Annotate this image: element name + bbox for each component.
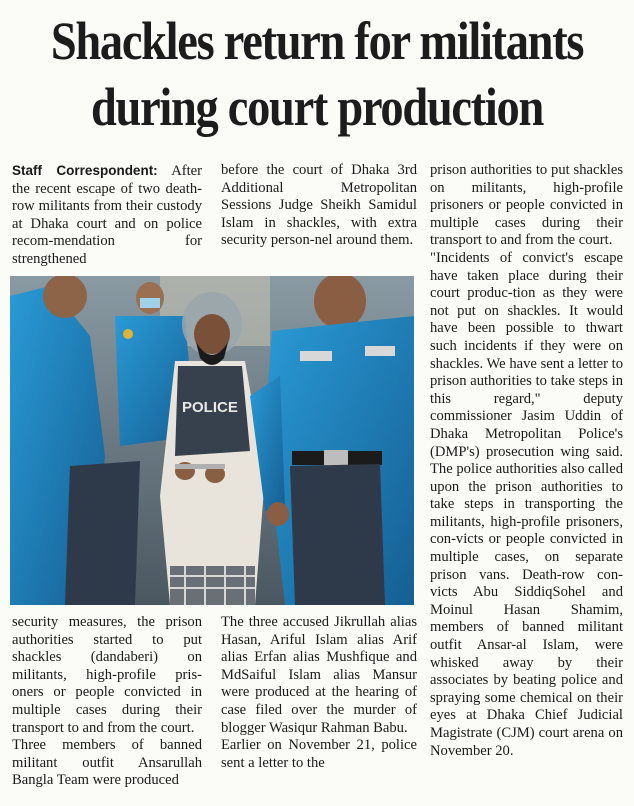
article-text-c3-p1: prison authorities to put shackles on militants, high-profile prisoners or people convicted in multiple cases during their transport to and from the court. bbox=[430, 162, 623, 249]
byline: Staff Correspondent: bbox=[12, 163, 158, 178]
article-text-c1-top: After the recent escape of two death-row militants from their custody at Dhaka court and on police recom-mendation for strengthened bbox=[12, 163, 203, 267]
article-text-c2-top: before the court of Dhaka 3rd Additional Metropolitan Sessions Judge Sheikh Samidul Islam in shackles, with extra security person-nel around them. bbox=[221, 162, 417, 249]
column-2-bottom bbox=[221, 614, 417, 772]
article-text-c2-b2: Earlier on November 21, police sent a letter to the bbox=[221, 737, 417, 771]
column-1-bottom bbox=[12, 614, 202, 790]
column-2-top bbox=[221, 162, 417, 250]
column-3 bbox=[430, 162, 623, 760]
article-text-c3-p2: "Incidents of convict's escape have taken place during their court produc-tion as they were not put on shackles. It would have been possible to thwart such incidents if they were on shackles. We have sent a letter to prison authorities to take steps in this regard," deputy commissioner Jasim Uddin of Dhaka Metropolitan Police's (DMP's) prosecution wing said. The police authorities also called upon the prison authorities to take steps in transporting the militants, high-profile prisoners, con-victs or people convicted in multiple cases, on separate prison vans. Death-row con-victs Abu SiddiqSohel and Moinul Hasan Shamim, members of banned militant outfit Ansar-al Islam, were whisked away by their associates by beating police and spraying some chemical on their eyes at Dhaka Chief Judicial Magistrate (CJM) court arena on November 20. bbox=[430, 249, 623, 759]
column-1-top bbox=[12, 162, 202, 269]
article-text-c1-b2: Three members of banned militant outfit Ansarullah Bangla Team were produced bbox=[12, 737, 202, 789]
news-photo bbox=[10, 276, 414, 605]
headline-line-2: during court production bbox=[90, 77, 544, 137]
photo-illustration bbox=[10, 276, 414, 605]
vest-text: POLICE bbox=[182, 399, 238, 416]
article-text-c2-b1: The three accused Jikrullah alias Hasan, Ariful Islam alias Arif alias Erfan alias Mushfique and MdSaiful Islam alias Mansur were produced at the hearing of case filed over the murder of blogger Wasiqur Rahman Babu. bbox=[221, 614, 417, 736]
headline-line-1: Shackles return for militants bbox=[50, 11, 584, 71]
article-text-c1-b1: security measures, the prison authorities started to put shackles (dandaberi) on militants, high-profile pris-oners or people convicted in multiple cases during their transport to and from the court. bbox=[12, 614, 202, 736]
